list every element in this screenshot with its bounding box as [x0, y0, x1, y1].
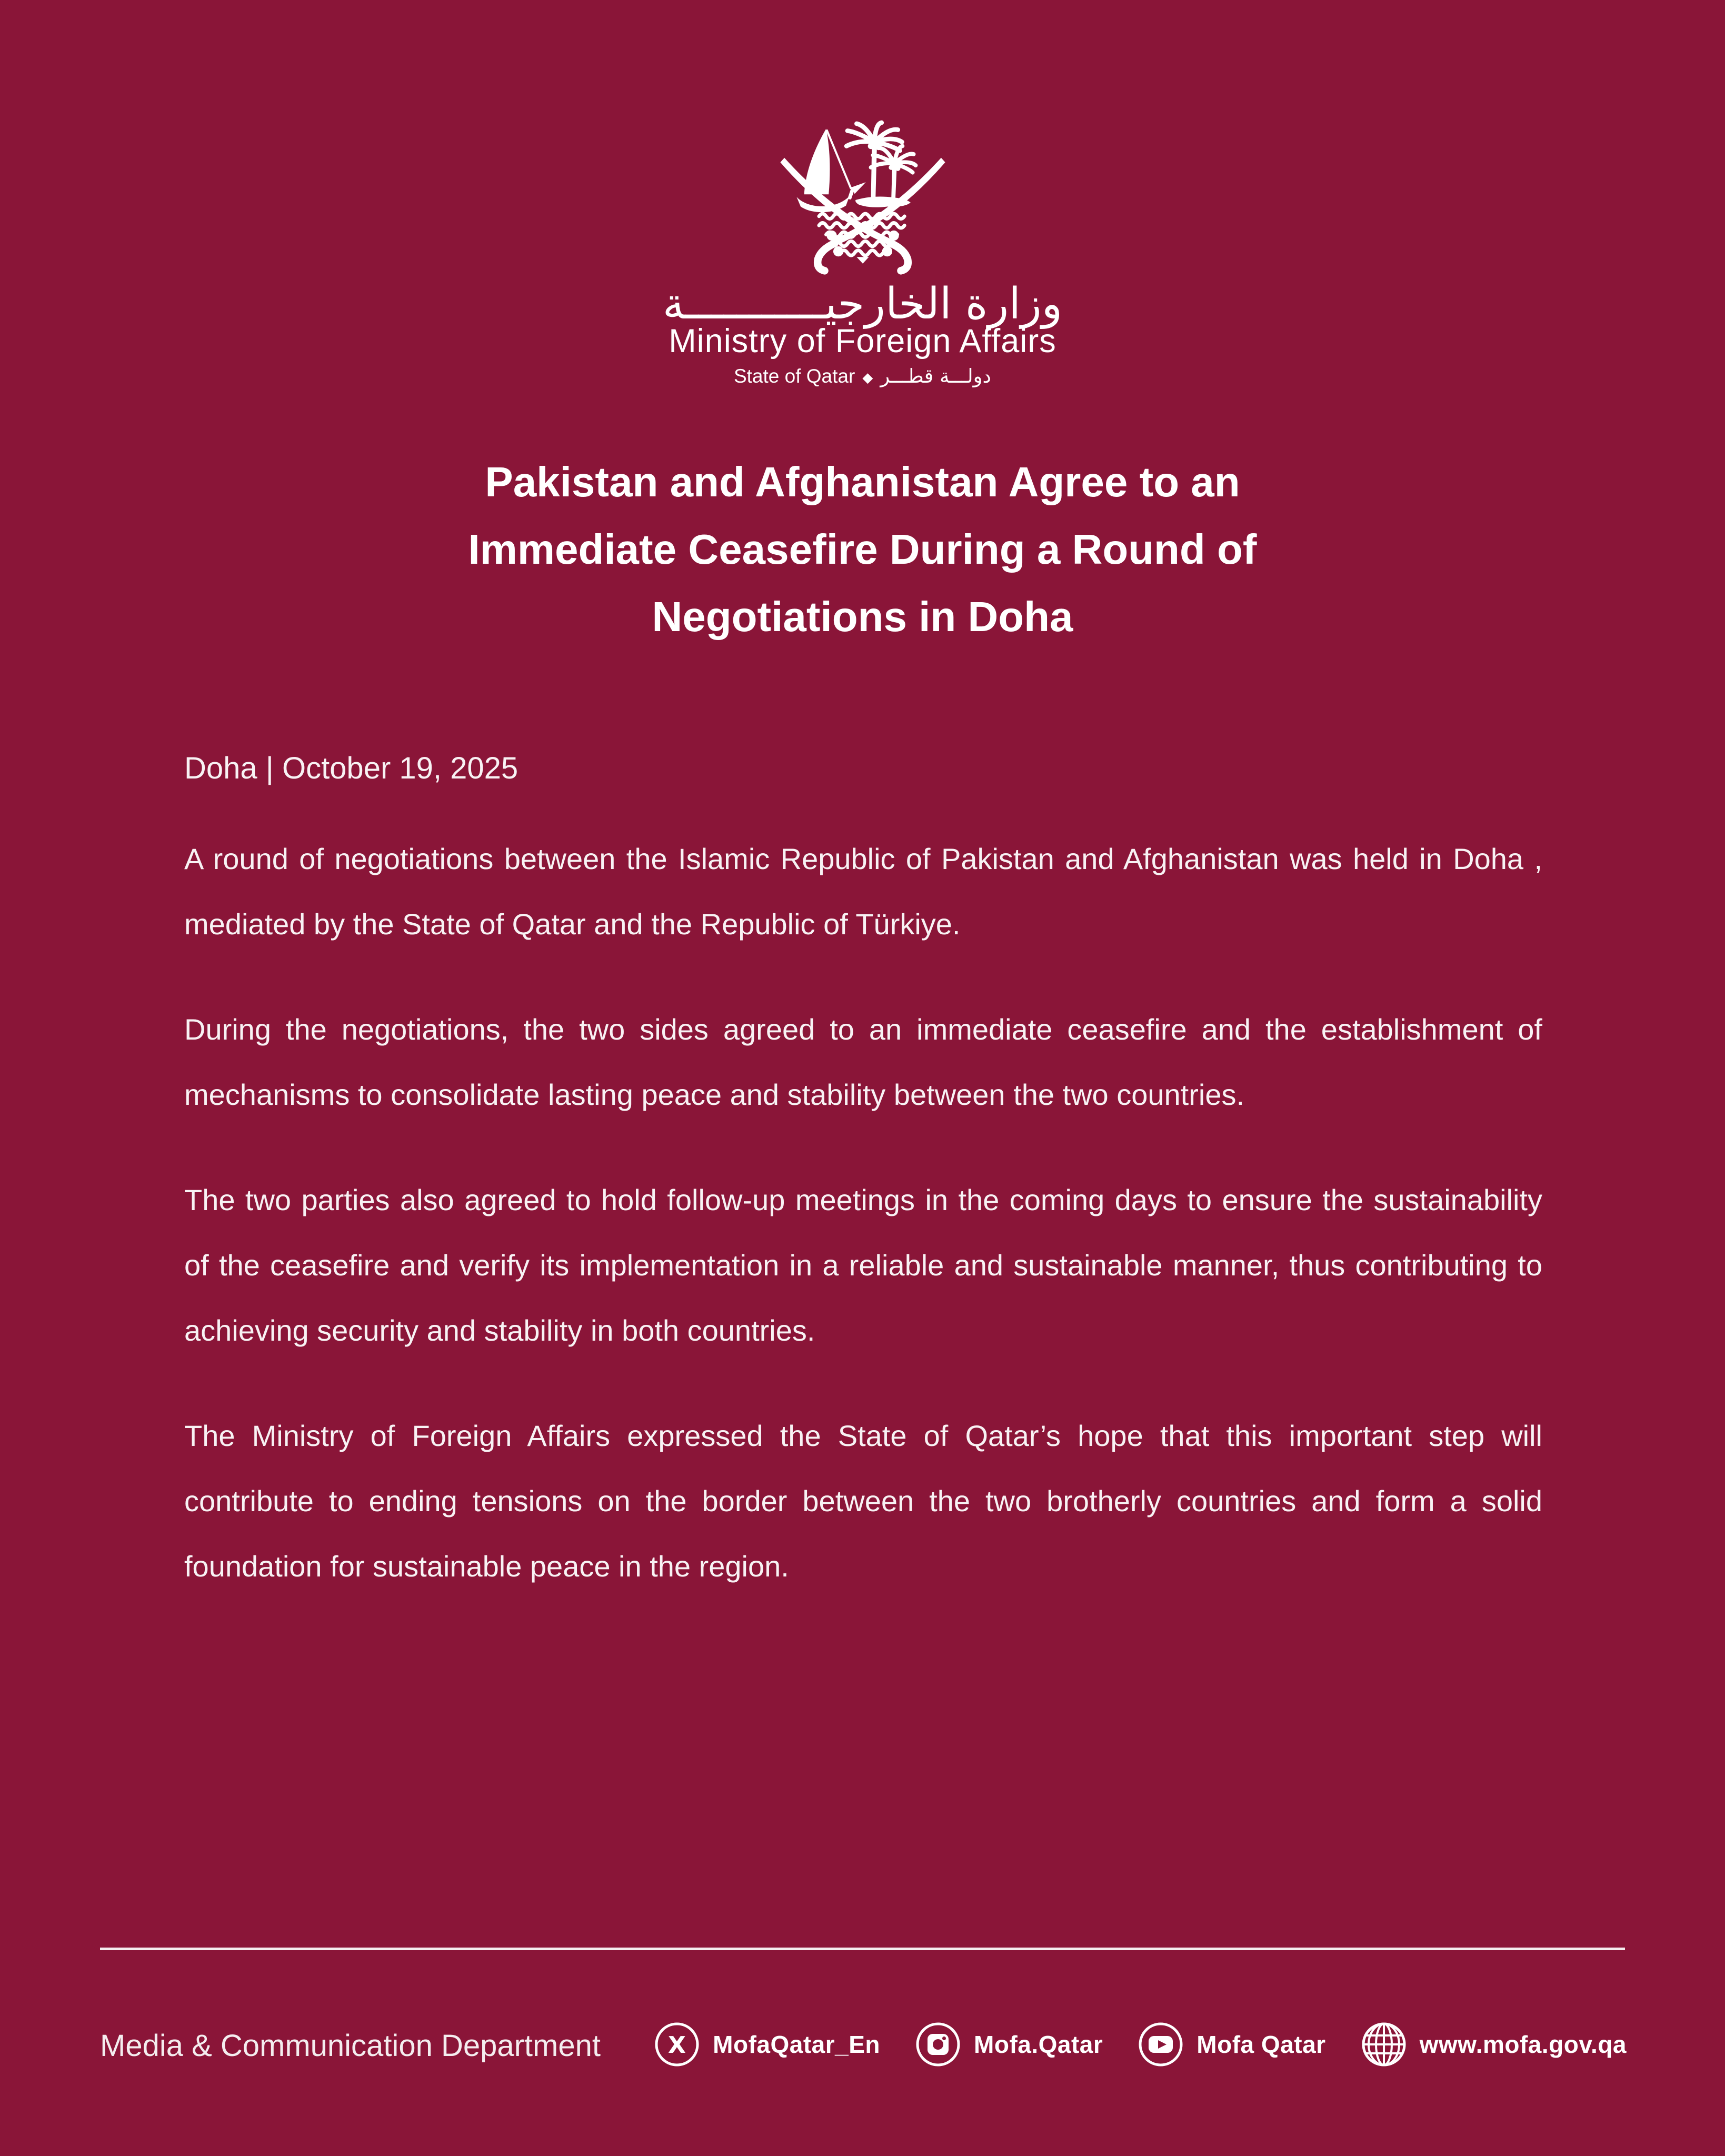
- paragraph-2: During the negotiations, the two sides agreed to an immediate ceasefire and the establishment of mechanisms to consolidate lasting peace and stability between the two countries.: [184, 1013, 1542, 1111]
- globe-icon: [1361, 2021, 1407, 2068]
- qatar-mofa-emblem: [771, 120, 954, 278]
- social-link-youtube[interactable]: [1138, 2021, 1325, 2068]
- title-line-3: Negotiations in Doha: [652, 593, 1073, 640]
- x-twitter-icon: [654, 2021, 700, 2068]
- svg-text:X: X: [668, 2032, 686, 2059]
- state-of-qatar-en: State of Qatar: [733, 365, 855, 387]
- press-release-body: [184, 736, 1542, 1639]
- social-handle-instagram: Mofa.Qatar: [974, 2031, 1103, 2058]
- website-url: www.mofa.gov.qa: [1419, 2031, 1627, 2058]
- diamond-separator-icon: ◆: [862, 369, 873, 385]
- page-title: [0, 448, 1725, 651]
- social-links-row: [654, 2021, 1627, 2068]
- title-line-2: Immediate Ceasefire During a Round of: [468, 526, 1257, 573]
- social-link-website[interactable]: [1361, 2021, 1627, 2068]
- dateline: Doha | October 19, 2025: [184, 751, 519, 785]
- paragraph-3: The two parties also agreed to hold follow-up meetings in the coming days to ensure the sustainability of the ceasefire and verify its implementation in a reliable and sustainable manner, thus contributing to achieving security and stability in both countries.: [184, 1183, 1542, 1347]
- social-handle-x: MofaQatar_En: [713, 2031, 881, 2058]
- department-label: Media & Communication Department: [100, 2029, 601, 2063]
- ministry-name: Ministry of Foreign Affairs: [669, 323, 1056, 360]
- social-link-instagram[interactable]: [915, 2021, 1103, 2068]
- paragraph-1: A round of negotiations between the Islamic Republic of Pakistan and Afghanistan was held in Doha , mediated by the State of Qatar and the Republic of Türkiye.: [184, 842, 1542, 941]
- footer-divider: [100, 1948, 1625, 1950]
- social-handle-youtube: Mofa Qatar: [1196, 2031, 1326, 2058]
- paragraph-4: The Ministry of Foreign Affairs expressed the State of Qatar’s hope that this important step will contribute to ending tensions on the border between the two brotherly countries and form a solid foundation for sustainable peace in the region.: [184, 1419, 1542, 1583]
- title-line-1: Pakistan and Afghanistan Agree to an: [485, 458, 1240, 505]
- state-of-qatar-line: [0, 364, 1725, 388]
- arabic-ministry-title: وزارة الخارجيـــــــــــة: [662, 279, 1063, 329]
- youtube-icon: [1138, 2021, 1184, 2068]
- instagram-icon: [915, 2021, 961, 2068]
- social-link-x-twitter[interactable]: [654, 2021, 880, 2068]
- state-of-qatar-ar: دولـــة قطـــر: [880, 365, 992, 387]
